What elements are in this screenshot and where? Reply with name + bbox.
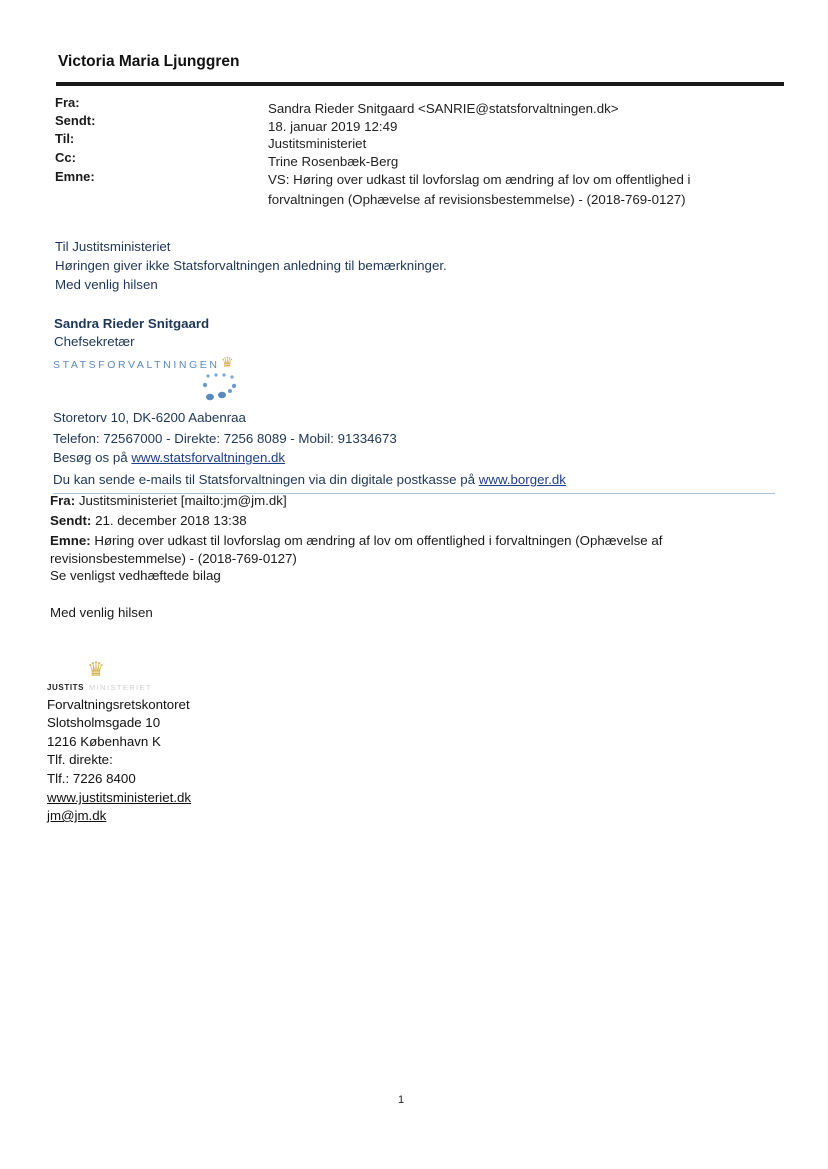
ministry-street: Slotsholmsgade 10 — [47, 715, 161, 730]
forwarded-sent — [50, 513, 247, 528]
sent-label: Sendt: — [55, 113, 96, 128]
subject-label: Emne: — [55, 169, 95, 184]
signature-email-line — [53, 472, 566, 487]
document-owner-name: Victoria Maria Ljunggren — [58, 53, 240, 70]
signature-name: Sandra Rieder Snitgaard — [54, 316, 210, 331]
forwarded-from-value: Justitsministeriet [mailto:jm@jm.dk] — [75, 493, 287, 508]
forwarded-subject — [50, 533, 662, 548]
forwarded-from — [50, 493, 287, 508]
visit-prefix: Besøg os på — [53, 450, 132, 465]
header-divider — [56, 82, 784, 86]
signature-visit-line — [53, 450, 285, 465]
ministry-logo-subtext: MINISTERIET — [89, 683, 152, 692]
body-closing: Med venlig hilsen — [55, 277, 158, 292]
ministry-crown-icon: ♛ — [87, 659, 105, 681]
cc-label: Cc: — [55, 150, 76, 165]
statsforvaltningen-logo-icon — [196, 372, 242, 406]
sent-value: 18. januar 2019 12:49 — [268, 119, 398, 134]
ministry-office: Forvaltningsretskontoret — [47, 697, 190, 712]
subject-line-2: forvaltningen (Ophævelse af revisionsbestemmelse) - (2018-769-0127) — [268, 192, 686, 207]
forwarded-sent-value: 21. december 2018 13:38 — [91, 513, 247, 528]
borger-link[interactable]: www.borger.dk — [478, 472, 566, 487]
signature-phone: Telefon: 72567000 - Direkte: 7256 8089 - Mobil: 91334673 — [53, 431, 397, 446]
ministry-logo-text: JUSTITS — [47, 683, 85, 692]
page-number: 1 — [398, 1094, 405, 1106]
signature-title: Chefsekretær — [54, 334, 135, 349]
to-value: Justitsministeriet — [268, 136, 367, 151]
signature-address: Storetorv 10, DK-6200 Aabenraa — [53, 410, 246, 425]
ministry-website-link[interactable]: www.justitsministeriet.dk — [47, 790, 192, 805]
forwarded-subject-label: Emne: — [50, 533, 91, 548]
subject-line-1: VS: Høring over udkast til lovforslag om ændring af lov om offentlighed i — [268, 172, 691, 187]
ministry-phone: Tlf.: 7226 8400 — [47, 771, 136, 786]
forwarded-sent-label: Sendt: — [50, 513, 92, 528]
cc-value: Trine Rosenbæk-Berg — [268, 154, 399, 169]
ministry-city: 1216 København K — [47, 734, 161, 749]
forwarded-subject-line-1: Høring over udkast til lovforslag om ændring af lov om offentlighed i forvaltningen (Ophævelse af — [90, 533, 663, 548]
attachments-note: Se venligst vedhæftede bilag — [50, 568, 221, 583]
body-salutation: Til Justitsministeriet — [55, 239, 171, 254]
from-label: Fra: — [55, 95, 80, 110]
to-label: Til: — [55, 131, 75, 146]
email-prefix: Du kan sende e-mails til Statsforvaltningen via din digitale postkasse på — [53, 472, 479, 487]
body-message: Høringen giver ikke Statsforvaltningen anledning til bemærkninger. — [55, 258, 447, 273]
statsforvaltningen-link[interactable]: www.statsforvaltningen.dk — [131, 450, 286, 465]
forwarded-subject-line-2: revisionsbestemmelse) - (2018-769-0127) — [50, 551, 297, 566]
from-value: Sandra Rieder Snitgaard <SANRIE@statsforvaltningen.dk> — [268, 101, 619, 116]
forwarded-from-label: Fra: — [50, 493, 76, 508]
crown-icon: ♛ — [221, 354, 234, 370]
ministry-direct-phone: Tlf. direkte: — [47, 752, 113, 767]
statsforvaltningen-logo-text: STATSFORVALTNINGEN — [53, 359, 220, 371]
forwarded-closing: Med venlig hilsen — [50, 605, 153, 620]
ministry-email-link[interactable]: jm@jm.dk — [47, 808, 107, 823]
